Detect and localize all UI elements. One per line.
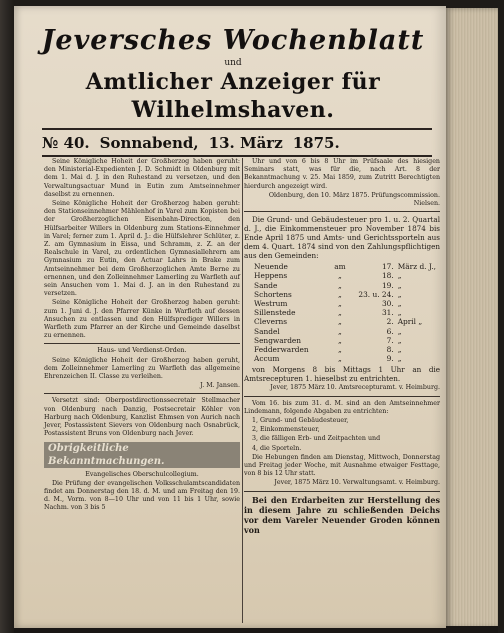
notice-paragraph: Uhr und von 6 bis 8 Uhr im Prüfsaale des hiesigen Seminars statt, was für die, nach Art. 8 der Bekanntmachung v. 25. Mai 1859, zum Zutritt Berechtigten hierdurch angezeigt wird. [244, 158, 440, 190]
tax-cell-day: 7. [386, 335, 394, 345]
column-divider [242, 158, 243, 623]
section-banner: Obrigkeitliche Bekanntmachungen. [44, 442, 240, 468]
section-divider [244, 491, 440, 492]
tax-cell-day: 31. [381, 308, 394, 318]
tax-cell-rep: „ [338, 280, 342, 290]
masthead-rule-top [42, 128, 432, 130]
signature: J. M. Jansen. [200, 382, 240, 390]
tax-cell-mon: März d. J., [397, 262, 436, 272]
tax-cell-rep: „ [338, 345, 342, 355]
tax-cell-place: Cleverns [254, 317, 288, 327]
left-column [44, 158, 240, 514]
tax-cell-place: Accum [254, 354, 280, 364]
table-row [254, 354, 440, 363]
tax-cell-place: Westrum [254, 299, 288, 309]
notice-paragraph: Seine Königliche Hoheit der Großherzog haben geruht: den Stationseinnehmer Mählenhof in Varel zum Kopisten bei der Großherzoglichen Eisenbahn-Direction, den Hülfsarbeiter Willers in Oldenburg zum Stations-Einnehmer in Varel; ferner zum 1. April d. J.: die Hülfslehrer Schlüter, z. Z. am Gymnasium in Eissa, und Schramm, z. Z. an der Realschule in Varel, zu ordentlichen Gymnasiallehrern am Gymnasium zu Eutin, den Actuar Lahrs in Brake zum Amtseinnehmer bei dem Großherzoglichen Amte Berne zu ernennen, und den Zolleinnehmer Lamerling zu Warfleth auf sein Ansuchen vom 1. Mai d. J. an in den Ruhestand zu versetzen. [44, 200, 240, 298]
tax-cell-mon: „ [397, 280, 402, 290]
tax-cell-mon: „ [397, 354, 402, 364]
issue-number: № 40. [42, 134, 90, 152]
tax-cell-place: Sengwarden [254, 335, 302, 345]
tax-cell-rep: am [334, 262, 346, 272]
table-row [254, 308, 440, 317]
tax-cell-rep: „ [338, 308, 342, 318]
issue-weekday: Sonnabend, [99, 134, 199, 152]
tax-cell-mon: „ [397, 345, 402, 355]
list-item: 4, die Sporteln. [252, 444, 302, 452]
notice-paragraph: Seine Königliche Hoheit der Großherzog haben geruht, dem Zolleinnehmer Lamerling zu Warfleth das allgemeine Ehrenzeichen II. Classe zu verleihen. [44, 356, 240, 381]
tax-cell-mon: „ [397, 326, 402, 336]
tax-cell-day: 18. [381, 271, 394, 281]
notice-paragraph: Vom 16. bis zum 31. d. M. sind an den Amtseinnehmer Lindemann, folgende Abgaben zu entrichten: [244, 399, 440, 415]
newspaper-subtitle: Amtlicher Anzeiger für Wilhelmshaven. [85, 69, 381, 123]
right-column [244, 158, 440, 536]
newspaper-page [14, 6, 446, 628]
tax-cell-place: Fedderwarden [254, 345, 309, 355]
tax-cell-rep: „ [338, 271, 342, 281]
table-row [254, 327, 440, 336]
table-row [254, 299, 440, 308]
notice-paragraph: Die Hebungen finden am Dienstag, Mittwoch, Donnerstag und Freitag jeder Woche, mit Ausnahme etwaiger Festtage, von 8 bis 12 Uhr statt. [244, 453, 440, 478]
notice-paragraph: Seine Königliche Hoheit der Großherzog haben geruht: den Ministerial-Expedienten J. D. Schmidt in Oldenburg mit dem 1. Mai d. J. in den Ruhestand zu versetzen, und den Verwaltungsactuar Mund in Eutin zum Amtseinnehmer daselbst zu ernennen. [44, 158, 240, 198]
tax-cell-mon: April „ [397, 317, 423, 327]
page-stack-edge [446, 8, 498, 628]
newspaper-title: Jeversches Wochenblatt [41, 25, 425, 56]
tax-cell-rep: „ [338, 326, 342, 336]
tax-cell-mon: „ [397, 271, 402, 281]
tax-cell-place: Neuende [254, 262, 288, 272]
tax-cell-rep: „ [338, 299, 342, 309]
table-row [254, 345, 440, 354]
tax-cell-rep: „ [338, 354, 342, 364]
tax-cell-day: 9. [386, 354, 394, 364]
tax-schedule-table [254, 262, 440, 363]
tax-cell-day: 8. [386, 345, 394, 355]
issue-line [42, 132, 432, 154]
signature: Jever, 1875 März 10. Verwaltungsamt. v. Heimburg. [274, 479, 440, 487]
tax-cell-mon: „ [397, 299, 402, 309]
tax-cell-rep: „ [338, 317, 342, 327]
signature: Oldenburg, den 10. März 1875. Prüfungscommission. Nielsen. [268, 191, 440, 208]
issue-year: 1875. [292, 134, 340, 152]
notice-paragraph: Die Prüfung der evangelischen Volksschulamtscandidaten findet am Donnerstag den 18. d. M. und am Freitag den 19. d. M., Vorm. von 8—10 Uhr und von 11 bis 1 Uhr, sowie Nachm. von 3 bis 5 [44, 479, 240, 512]
notice-paragraph: Die Grund- und Gebäudesteuer pro 1. u. 2. Quartal d. J., die Einkommensteuer pro November 1874 bis Ende April 1875 und Amts- und Gerichtssporteln aus dem 4. Quart. 1874 sind von den Zahlungspflichtigen aus den Gemeinden: [244, 215, 440, 261]
issue-date: 13. März [208, 134, 283, 152]
tax-cell-place: Schortens [254, 289, 292, 299]
notice-paragraph-bold: Bei den Erdarbeiten zur Herstellung des in diesem Jahre zu schließenden Deichs vor dem Vareler Neuender Groden können von [244, 494, 440, 535]
table-row [254, 281, 440, 290]
list-item: 2, Einkommensteuer, [252, 426, 320, 434]
title-conjunction: und [224, 58, 242, 68]
tax-cell-day: 2. [386, 317, 394, 327]
list-item: 3, die fälligen Erb- und Zeitpachten und [252, 435, 381, 443]
section-divider [244, 211, 440, 212]
masthead [28, 24, 438, 124]
tax-cell-rep: „ [338, 289, 342, 299]
notice-paragraph: von Morgens 8 bis Mittags 1 Uhr an die Amtsrecepturen 1. hieselbst zu entrichten. [244, 365, 440, 384]
list-item: 1, Grund- und Gebäudesteuer, [252, 417, 349, 425]
tax-cell-day: 19. [381, 280, 394, 290]
section-heading: Haus- und Verdienst-Orden. [97, 347, 187, 355]
tax-cell-day: 17. [381, 262, 394, 272]
tax-cell-mon: „ [397, 335, 402, 345]
tax-cell-place: Sande [254, 280, 278, 290]
tax-cell-place: Heppens [254, 271, 288, 281]
section-heading: Evangelisches Oberschulcollegium. [85, 470, 199, 478]
tax-cell-day: 6. [386, 326, 394, 336]
masthead-rule-bottom [42, 155, 432, 157]
table-row [254, 336, 440, 345]
table-row [254, 262, 440, 271]
tax-cell-rep: „ [338, 335, 342, 345]
tax-cell-day: 23. u. 24. [358, 289, 394, 299]
table-row [254, 290, 440, 299]
section-divider [244, 396, 440, 397]
table-row [254, 317, 440, 326]
tax-cell-place: Sandel [254, 326, 280, 336]
notice-paragraph: Versetzt sind: Oberpostdirectionssecretair Stellmacher von Oldenburg nach Danzig, Postsecretair Köhler von Harburg nach Oldenburg, Kanzlist Ehmsen von Aurich nach Jever, Postassistent Sievers von Oldenburg nach Osnabrück, Postassistent Bruns von Oldenburg nach Jever. [44, 397, 240, 438]
section-divider [44, 393, 240, 394]
tax-cell-place: Sillenstede [254, 308, 296, 318]
notice-paragraph: Seine Königliche Hoheit der Großherzog haben geruht: zum 1. Juni d. J. den Pfarrer Künke in Warfleth auf dessen Ansuchen zu entlassen und den Hülfsprediger Willers in Warfleth zum Pfarrer an der Kirche und Gemeinde daselbst zu ernennen. [44, 299, 240, 340]
table-row [254, 271, 440, 280]
tax-cell-day: 30. [381, 299, 394, 309]
section-divider [44, 343, 240, 344]
tax-cell-mon: „ [397, 308, 402, 318]
signature: Jever, 1875 März 10. Amtsrecepturamt. v. Heimburg. [270, 384, 440, 392]
tax-cell-mon: „ [397, 289, 402, 299]
